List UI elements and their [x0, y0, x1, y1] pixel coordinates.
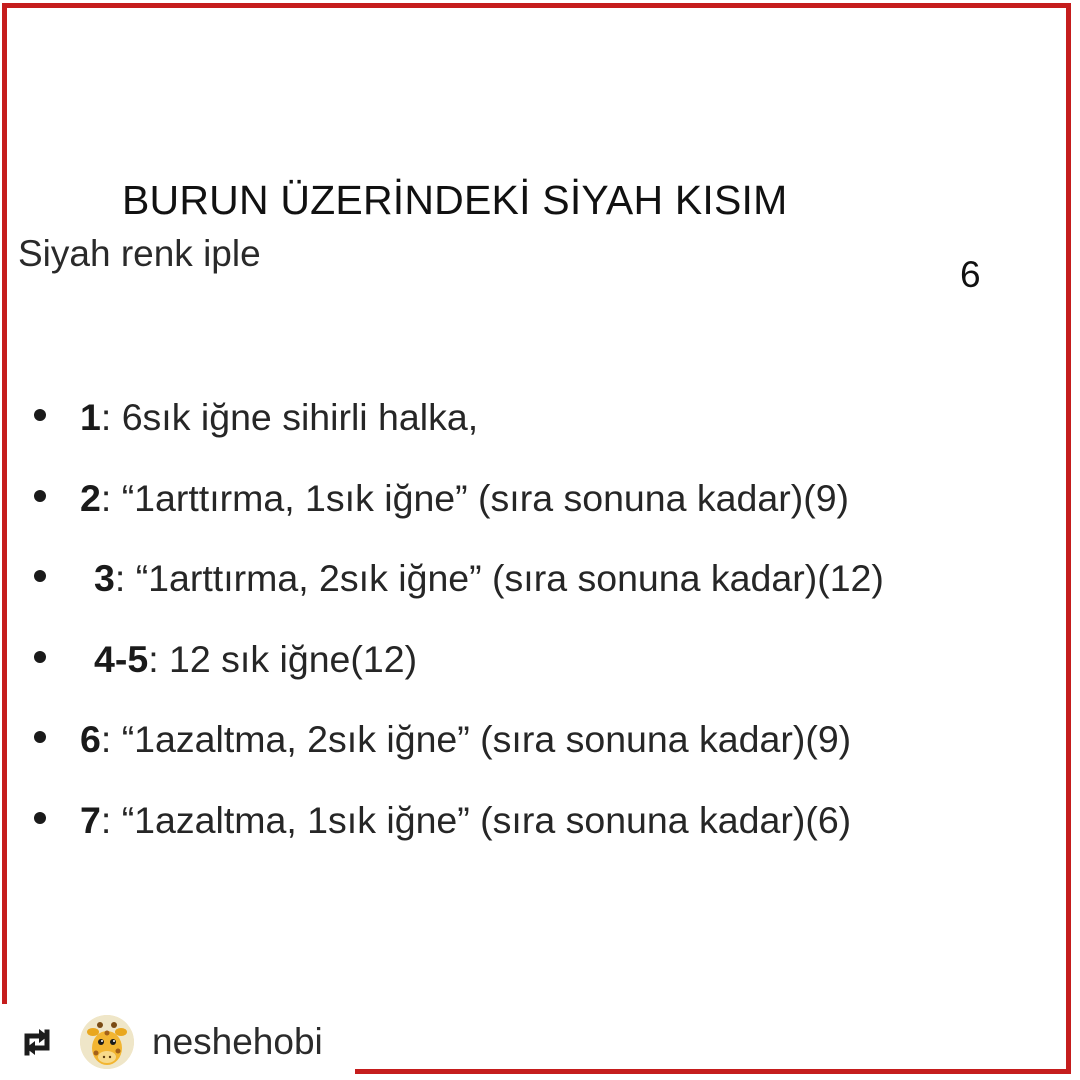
bullet-icon [34, 812, 46, 824]
step-text [80, 396, 478, 439]
step-text [94, 557, 884, 600]
step-description: : “1azaltma, 2sık iğne” (sıra sonuna kadar)(9) [100, 718, 852, 761]
step-description: : “1arttırma, 2sık iğne” (sıra sonuna kadar)(12) [114, 557, 884, 600]
bullet-icon [34, 409, 46, 421]
step-description: : 12 sık iğne(12) [148, 637, 418, 680]
repost-username[interactable]: neshehobi [152, 1021, 323, 1062]
page-number: 6 [960, 254, 981, 295]
step-text [80, 477, 849, 520]
pattern-title: BURUN ÜZERİNDEKİ SİYAH KISIM [122, 177, 788, 223]
bullet-icon [34, 651, 46, 663]
step-number: 1 [80, 396, 101, 438]
red-frame [2, 3, 1071, 1074]
step-description: : “1azaltma, 1sık iğne” (sıra sonuna kadar)(6) [100, 798, 852, 841]
pattern-subtitle: Siyah renk iple [18, 233, 261, 274]
step-number: 2 [80, 476, 101, 519]
step-number: 4-5 [94, 637, 149, 680]
step-description: : 6sık iğne sihirli halka, [100, 396, 479, 438]
repost-icon [20, 1024, 54, 1060]
step-text [94, 638, 417, 681]
step-number: 7 [80, 798, 101, 841]
bullet-icon [34, 490, 46, 502]
step-number: 6 [80, 718, 101, 761]
step-text [80, 718, 851, 761]
step-description: : “1arttırma, 1sık iğne” (sıra sonuna kadar)(9) [100, 476, 850, 519]
giraffe-avatar-icon[interactable] [80, 1015, 134, 1069]
step-text [80, 799, 851, 842]
step-number: 3 [94, 557, 115, 600]
